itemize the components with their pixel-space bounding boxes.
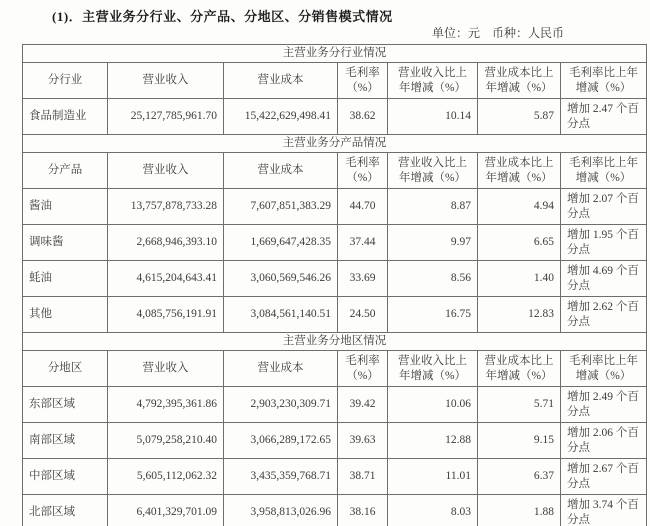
data-cell: 33.69 bbox=[338, 261, 388, 297]
column-header: 毛利率比上年增减（%） bbox=[561, 153, 647, 189]
column-header-row bbox=[23, 63, 647, 99]
data-cell: 15,422,629,498.41 bbox=[224, 99, 338, 135]
data-cell: 24.50 bbox=[338, 297, 388, 333]
section-title: 主营业务分行业情况 bbox=[23, 45, 647, 63]
column-header: 毛利率（%） bbox=[338, 153, 388, 189]
row-label-cell: 酱油 bbox=[23, 189, 108, 225]
data-cell: 4,615,204,643.41 bbox=[108, 261, 224, 297]
data-cell: 10.14 bbox=[388, 99, 478, 135]
data-cell: 4,792,395,361.86 bbox=[108, 387, 224, 423]
column-header: 分产品 bbox=[23, 153, 108, 189]
data-cell: 2,668,946,393.10 bbox=[108, 225, 224, 261]
data-cell: 11.01 bbox=[388, 459, 478, 495]
data-cell: 5,079,258,210.40 bbox=[108, 423, 224, 459]
section-title: 主营业务分产品情况 bbox=[23, 135, 647, 153]
row-label-cell: 蚝油 bbox=[23, 261, 108, 297]
data-cell: 4.94 bbox=[478, 189, 561, 225]
column-header: 营业成本比上年增减（%） bbox=[478, 351, 561, 387]
data-cell: 6,401,329,701.09 bbox=[108, 495, 224, 526]
column-header: 毛利率（%） bbox=[338, 351, 388, 387]
column-header: 分行业 bbox=[23, 63, 108, 99]
column-header: 营业收入 bbox=[108, 153, 224, 189]
unit-currency-note: 单位：元 币种：人民币 bbox=[432, 26, 565, 40]
column-header: 毛利率比上年增减（%） bbox=[561, 351, 647, 387]
row-label-cell: 东部区域 bbox=[23, 387, 108, 423]
data-cell: 9.15 bbox=[478, 423, 561, 459]
row-label-cell: 调味酱 bbox=[23, 225, 108, 261]
column-header: 营业收入比上年增减（%） bbox=[388, 63, 478, 99]
table-row bbox=[23, 189, 647, 225]
data-cell: 3,060,569,546.26 bbox=[224, 261, 338, 297]
data-cell: 3,066,289,172.65 bbox=[224, 423, 338, 459]
data-cell: 9.97 bbox=[388, 225, 478, 261]
data-cell: 37.44 bbox=[338, 225, 388, 261]
data-cell: 3,435,359,768.71 bbox=[224, 459, 338, 495]
data-cell: 6.37 bbox=[478, 459, 561, 495]
column-header: 毛利率比上年增减（%） bbox=[561, 63, 647, 99]
table-row bbox=[23, 423, 647, 459]
data-cell: 38.62 bbox=[338, 99, 388, 135]
data-cell: 2,903,230,309.71 bbox=[224, 387, 338, 423]
main-business-table bbox=[22, 44, 647, 526]
data-cell: 增加 2.07 个百分点 bbox=[561, 189, 647, 225]
table-body bbox=[23, 45, 647, 526]
data-cell: 1,669,647,428.35 bbox=[224, 225, 338, 261]
column-header: 营业收入 bbox=[108, 351, 224, 387]
table-row bbox=[23, 99, 647, 135]
table-row bbox=[23, 261, 647, 297]
table-row bbox=[23, 495, 647, 526]
data-cell: 12.88 bbox=[388, 423, 478, 459]
section-title: 主营业务分地区情况 bbox=[23, 333, 647, 351]
row-label-cell: 南部区域 bbox=[23, 423, 108, 459]
section-title-row bbox=[23, 333, 647, 351]
data-cell: 增加 2.47 个百分点 bbox=[561, 99, 647, 135]
column-header: 营业成本 bbox=[224, 153, 338, 189]
data-cell: 8.03 bbox=[388, 495, 478, 526]
table-row bbox=[23, 459, 647, 495]
data-cell: 8.56 bbox=[388, 261, 478, 297]
data-cell: 5.87 bbox=[478, 99, 561, 135]
data-cell: 38.71 bbox=[338, 459, 388, 495]
row-label-cell: 其他 bbox=[23, 297, 108, 333]
data-cell: 4,085,756,191.91 bbox=[108, 297, 224, 333]
data-cell: 39.42 bbox=[338, 387, 388, 423]
column-header-row bbox=[23, 153, 647, 189]
data-cell: 8.87 bbox=[388, 189, 478, 225]
column-header: 营业成本比上年增减（%） bbox=[478, 63, 561, 99]
data-cell: 38.16 bbox=[338, 495, 388, 526]
column-header: 营业收入 bbox=[108, 63, 224, 99]
data-cell: 44.70 bbox=[338, 189, 388, 225]
data-cell: 增加 1.95 个百分点 bbox=[561, 225, 647, 261]
data-cell: 增加 3.74 个百分点 bbox=[561, 495, 647, 526]
data-cell: 25,127,785,961.70 bbox=[108, 99, 224, 135]
column-header: 毛利率（%） bbox=[338, 63, 388, 99]
row-label-cell: 中部区域 bbox=[23, 459, 108, 495]
data-cell: 39.63 bbox=[338, 423, 388, 459]
data-cell: 增加 2.62 个百分点 bbox=[561, 297, 647, 333]
section-title-row bbox=[23, 135, 647, 153]
data-cell: 增加 2.06 个百分点 bbox=[561, 423, 647, 459]
data-cell: 1.88 bbox=[478, 495, 561, 526]
section-title-row bbox=[23, 45, 647, 63]
data-cell: 1.40 bbox=[478, 261, 561, 297]
column-header: 营业成本比上年增减（%） bbox=[478, 153, 561, 189]
data-cell: 16.75 bbox=[388, 297, 478, 333]
data-cell: 3,958,813,026.96 bbox=[224, 495, 338, 526]
data-cell: 增加 2.67 个百分点 bbox=[561, 459, 647, 495]
data-cell: 增加 4.69 个百分点 bbox=[561, 261, 647, 297]
data-cell: 3,084,561,140.51 bbox=[224, 297, 338, 333]
data-cell: 13,757,878,733.28 bbox=[108, 189, 224, 225]
table-row bbox=[23, 387, 647, 423]
row-label-cell: 食品制造业 bbox=[23, 99, 108, 135]
data-cell: 6.65 bbox=[478, 225, 561, 261]
table-row bbox=[23, 225, 647, 261]
column-header: 分地区 bbox=[23, 351, 108, 387]
data-cell: 10.06 bbox=[388, 387, 478, 423]
column-header: 营业成本 bbox=[224, 63, 338, 99]
data-cell: 增加 2.49 个百分点 bbox=[561, 387, 647, 423]
row-label-cell: 北部区域 bbox=[23, 495, 108, 526]
data-cell: 7,607,851,383.29 bbox=[224, 189, 338, 225]
data-cell: 5.71 bbox=[478, 387, 561, 423]
data-cell: 5,605,112,062.32 bbox=[108, 459, 224, 495]
column-header: 营业成本 bbox=[224, 351, 338, 387]
table-row bbox=[23, 297, 647, 333]
column-header: 营业收入比上年增减（%） bbox=[388, 153, 478, 189]
document-title: (1)．主营业务分行业、分产品、分地区、分销售模式情况 bbox=[52, 9, 393, 24]
column-header: 营业收入比上年增减（%） bbox=[388, 351, 478, 387]
data-cell: 12.83 bbox=[478, 297, 561, 333]
column-header-row bbox=[23, 351, 647, 387]
